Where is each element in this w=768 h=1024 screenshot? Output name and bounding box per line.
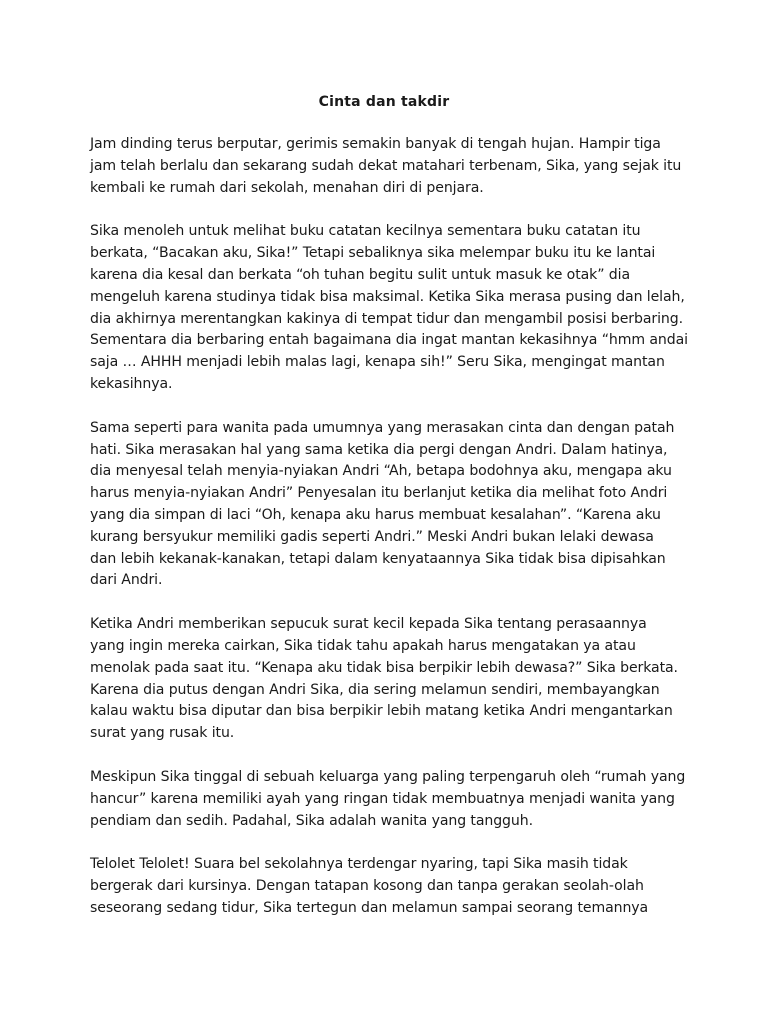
text-line: berkata, “Bacakan aku, Sika!” Tetapi sebaliknya sika melempar buku itu ke lantai <box>90 245 656 262</box>
text-line: kembali ke rumah dari sekolah, menahan diri di penjara. <box>90 179 484 196</box>
text-line: jam telah berlalu dan sekarang sudah dekat matahari terbenam, Sika, yang sejak itu <box>90 157 682 174</box>
text-line: Karena dia putus dengan Andri Sika, dia sering melamun sendiri, membayangkan <box>90 681 660 698</box>
text-line: Meskipun Sika tinggal di sebuah keluarga yang paling terpengaruh oleh “rumah yang <box>90 768 686 785</box>
paragraph <box>90 418 690 592</box>
text-line: Sama seperti para wanita pada umumnya yang merasakan cinta dan dengan patah <box>90 419 675 436</box>
paragraph <box>90 767 690 832</box>
paragraph <box>90 221 690 395</box>
text-line: kurang bersyukur memiliki gadis seperti Andri.” Meski Andri bukan lelaki dewasa <box>90 528 654 545</box>
text-line: Sika menoleh untuk melihat buku catatan kecilnya sementara buku catatan itu <box>90 223 641 240</box>
text-line: yang dia simpan di laci “Oh, kenapa aku harus membuat kesalahan”. “Karena aku <box>90 506 661 523</box>
text-line: dia akhirnya merentangkan kakinya di tempat tidur dan mengambil posisi berbaring. <box>90 310 683 327</box>
text-line: mengeluh karena studinya tidak bisa maksimal. Ketika Sika merasa pusing dan lelah, <box>90 288 685 305</box>
text-line: Sementara dia berbaring entah bagaimana dia ingat mantan kekasihnya “hmm andai <box>90 332 688 349</box>
text-line: seseorang sedang tidur, Sika tertegun dan melamun sampai seorang temannya <box>90 899 649 916</box>
text-line: saja … AHHH menjadi lebih malas lagi, kenapa sih!” Seru Sika, mengingat mantan <box>90 354 665 371</box>
text-line: dan lebih kekanak-kanakan, tetapi dalam kenyataannya Sika tidak bisa dipisahkan <box>90 550 666 567</box>
text-line: dari Andri. <box>90 572 163 589</box>
text-line: yang ingin mereka cairkan, Sika tidak tahu apakah harus mengatakan ya atau <box>90 637 636 654</box>
text-line: karena dia kesal dan berkata “oh tuhan begitu sulit untuk masuk ke otak” dia <box>90 266 631 283</box>
text-line: hancur” karena memiliki ayah yang ringan tidak membuatnya menjadi wanita yang <box>90 790 675 807</box>
text-line: harus menyia-nyiakan Andri” Penyesalan itu berlanjut ketika dia melihat foto Andri <box>90 485 668 502</box>
text-line: kalau waktu bisa diputar dan bisa berpikir lebih matang ketika Andri mengantarkan <box>90 703 673 720</box>
text-line: hati. Sika merasakan hal yang sama ketika dia pergi dengan Andri. Dalam hatinya, <box>90 441 668 458</box>
text-line: Jam dinding terus berputar, gerimis semakin banyak di tengah hujan. Hampir tiga <box>90 136 661 152</box>
text-line: Telolet Telolet! Suara bel sekolahnya terdengar nyaring, tapi Sika masih tidak <box>90 856 628 873</box>
text-line: menolak pada saat itu. “Kenapa aku tidak bisa berpikir lebih dewasa?” Sika berkata. <box>90 659 678 676</box>
paragraph <box>90 854 690 919</box>
text-line: bergerak dari kursinya. Dengan tatapan kosong dan tanpa gerakan seolah-olah <box>90 878 644 895</box>
text-line: pendiam dan sedih. Padahal, Sika adalah wanita yang tangguh. <box>90 812 533 829</box>
text-line: Ketika Andri memberikan sepucuk surat kecil kepada Sika tentang perasaannya <box>90 616 647 633</box>
document-title: Cinta dan takdir <box>318 94 450 110</box>
text-line: kekasihnya. <box>90 375 173 392</box>
paragraph <box>90 134 690 199</box>
text-line: surat yang rusak itu. <box>90 725 235 742</box>
paragraph <box>90 614 690 745</box>
document-body <box>90 134 690 942</box>
text-line: dia menyesal telah menyia-nyiakan Andri “Ah, betapa bodohnya aku, mengapa aku <box>90 463 672 480</box>
